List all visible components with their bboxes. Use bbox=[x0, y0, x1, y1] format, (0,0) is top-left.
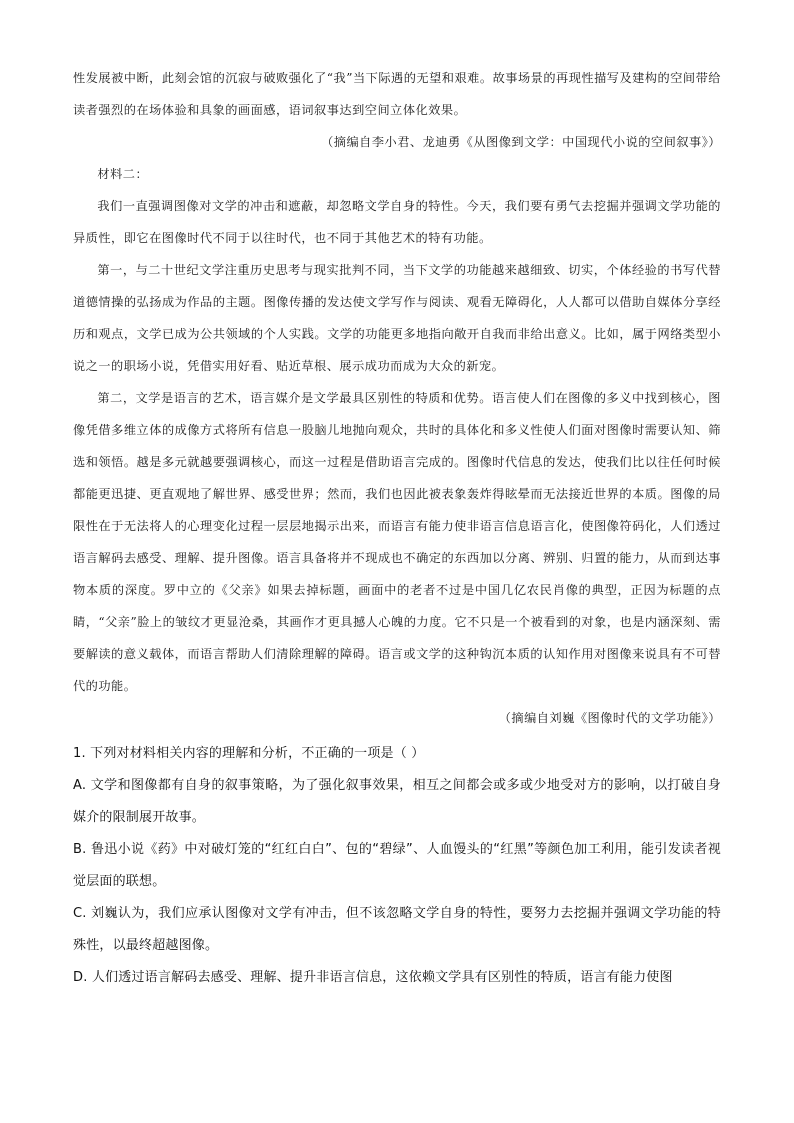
passage bbox=[73, 62, 721, 734]
source-citation-2: （摘编自刘巍《图像时代的文学功能》） bbox=[498, 711, 721, 725]
source-citation-1: （摘编自李小君、龙迪勇《从图像到文学：中国现代小说的空间叙事》） bbox=[321, 135, 721, 149]
option-b: B. 鲁迅小说《药》中对破灯笼的“红红白白”、包的“碧绿”、人血馒头的“红黑”等颜色加工利用，能引发读者视觉层面的联想。 bbox=[73, 842, 721, 889]
question-1 bbox=[73, 738, 721, 994]
option-a: A. 文学和图像都有自身的叙事策略，为了强化叙事效果，相互之间都会或多或少地受对方的影响，以打破自身媒介的限制展开故事。 bbox=[73, 778, 721, 825]
passage-paragraph-2: 第一，与二十世纪文学注重历史思考与现实批判不同，当下文学的功能越来越细致、切实，个体经验的书写代替道德情操的弘扬成为作品的主题。图像传播的发达使文学写作与阅读、观看无障碍化，人人都可以借助自媒体分享经历和观点，文学已成为公共领域的个人实践。文学的功能更多地指向敞开自我而非给出意义。比如，属于网络类型小说之一的职场小说，凭借实用好看、贴近草根、展示成功而成为大众的新宠。 bbox=[73, 263, 721, 373]
option-c: C. 刘巍认为，我们应承认图像对文学有冲击，但不该忽略文学自身的特性，要努力去挖掘并强调文学功能的特殊性，以最终超越图像。 bbox=[73, 906, 721, 953]
document-page bbox=[73, 62, 721, 994]
passage-continued-paragraph: 性发展被中断，此刻会馆的沉寂与破败强化了“我”当下际遇的无望和艰难。故事场景的再现性描写及建构的空间带给读者强烈的在场体验和具象的画面感，语词叙事达到空间立体化效果。 bbox=[73, 71, 721, 117]
question-stem: 1. 下列对材料相关内容的理解和分析，不正确的一项是（ ） bbox=[73, 746, 425, 761]
material-2-label: 材料二： bbox=[97, 167, 149, 181]
passage-paragraph-3: 第二，文学是语言的艺术，语言媒介是文学最具区别性的特质和优势。语言使人们在图像的多义中找到核心，图像凭借多维立体的成像方式将所有信息一股脑儿地抛向观众，共时的具体化和多义性使人们面对图像时需要认知、筛选和领悟。越是多元就越要强调核心，而这一过程是借助语言完成的。图像时代信息的发达，使我们比以往任何时候都能更迅捷、更直观地了解世界、感受世界；然而，我们也因此被表象轰炸得眩晕而无法接近世界的本质。图像的局限性在于无法将人的心理变化过程一层层地揭示出来，而语言有能力使非语言信息语言化，使图像符码化，人们透过语言解码去感受、理解、提升图像。语言具备将并不现成也不确定的东西加以分离、辨别、归置的能力，从而到达事物本质的深度。罗中立的《父亲》如果去掉标题，画面中的老者不过是中国几亿农民肖像的典型，正因为标题的点睛，“父亲”脸上的皱纹才更显沧桑，其画作才更具撼人心魄的力度。它不只是一个被看到的对象，也是内涵深刻、需要解读的意义载体，而语言帮助人们清除理解的障碍。语言或文学的这种钩沉本质的认知作用对图像来说具有不可替代的功能。 bbox=[73, 391, 721, 693]
option-d: D. 人们透过语言解码去感受、理解、提升非语言信息，这依赖文学具有区别性的特质，语言有能力使图 bbox=[73, 970, 673, 985]
passage-paragraph-1: 我们一直强调图像对文学的冲击和遮蔽，却忽略文学自身的特性。今天，我们要有勇气去挖掘并强调文学功能的异质性，即它在图像时代不同于以往时代，也不同于其他艺术的特有功能。 bbox=[73, 199, 721, 245]
